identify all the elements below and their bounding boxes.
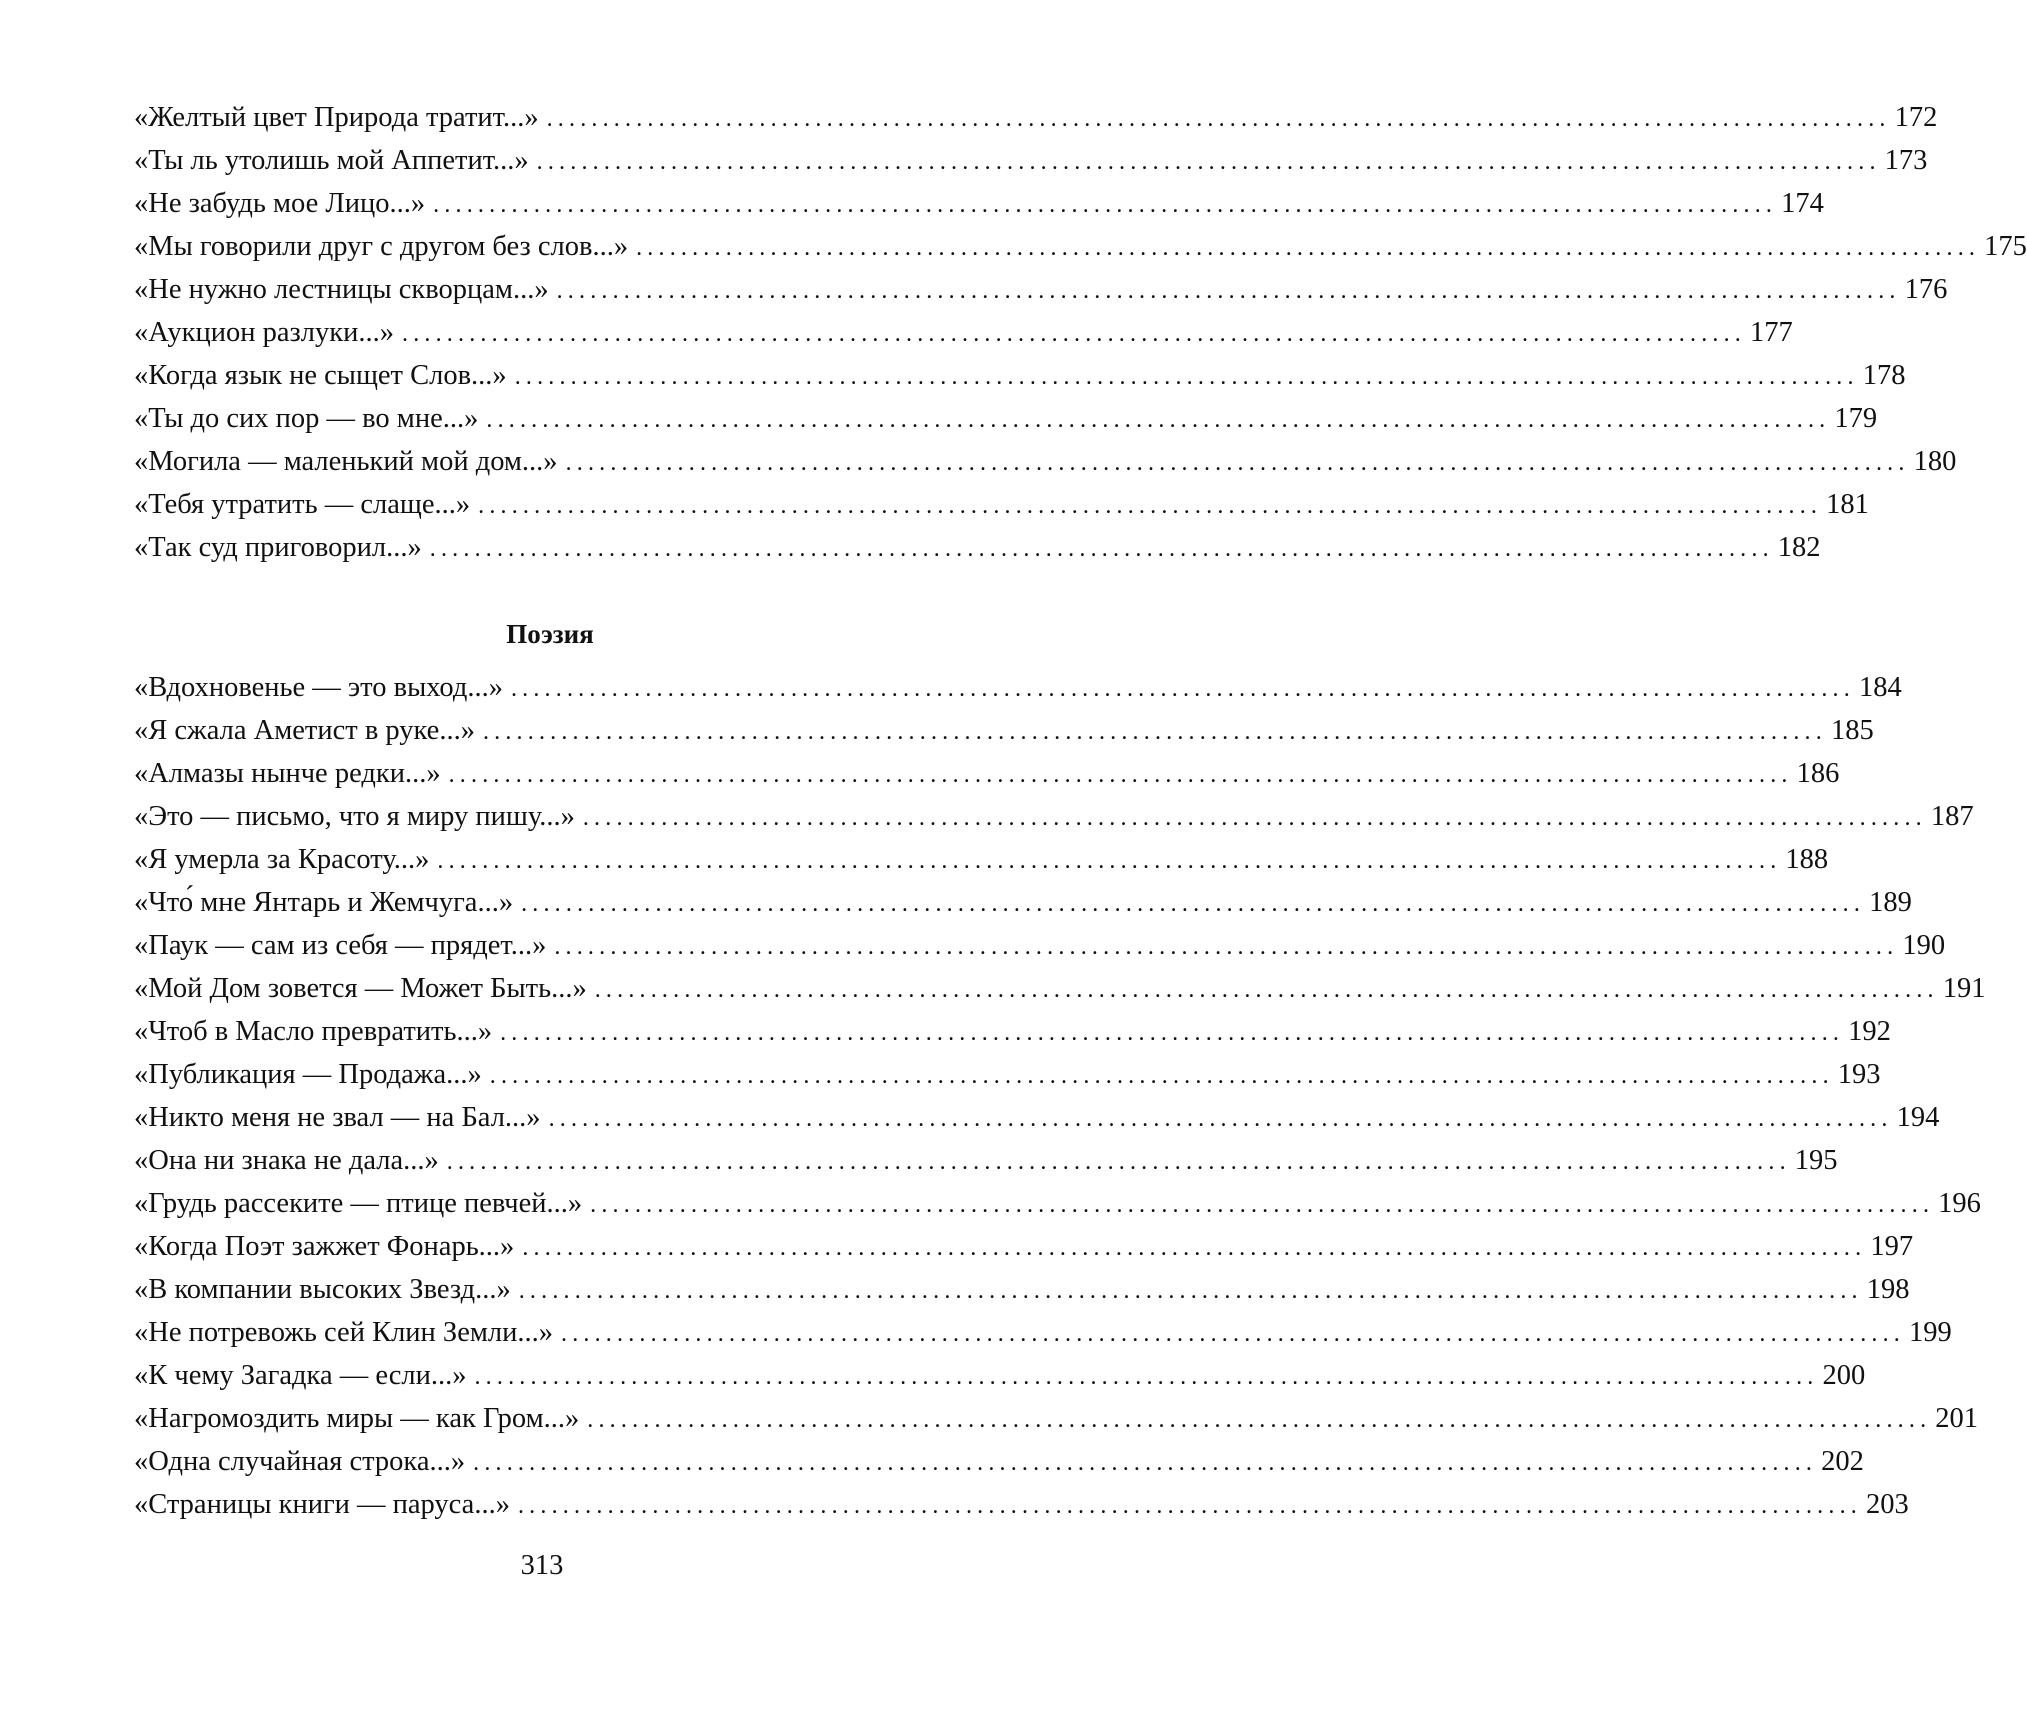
dot-leader: ........................................................................................................................ (554, 934, 1899, 960)
toc-entry (134, 1139, 1838, 1182)
toc-entry-title: «Аукцион разлуки...» (134, 317, 394, 348)
toc-entry-title: «Так суд приговорил...» (134, 532, 422, 563)
toc-entry-title: «Что́ мне Янтарь и Жемчуга...» (134, 887, 514, 918)
toc-entry (134, 483, 1869, 526)
toc-entry-page: 192 (1848, 1016, 1891, 1047)
dot-leader: ........................................................................................................................ (433, 192, 1778, 218)
toc-entry-page: 190 (1902, 930, 1946, 961)
toc-entry-title: «В компании высоких Звезд...» (134, 1274, 511, 1305)
toc-entry (134, 1182, 1981, 1225)
toc-entry-title: «Грудь рассеките — птице певчей...» (134, 1188, 583, 1219)
toc-entry-title: «Нагромоздить миры — как Гром...» (134, 1403, 580, 1434)
dot-leader: ........................................................................................................................ (473, 1450, 1818, 1476)
toc-entry (134, 1440, 1864, 1483)
dot-leader: ........................................................................................................................ (517, 1493, 1862, 1519)
toc-entry-page: 177 (1750, 317, 1793, 348)
dot-leader: ........................................................................................................................ (556, 278, 1901, 304)
toc-entry-title: «Алмазы нынче редки...» (134, 758, 441, 789)
toc-entry (134, 397, 1878, 440)
toc-entry (134, 139, 1928, 182)
dot-leader: ........................................................................................................................ (636, 235, 1981, 261)
dot-leader: ........................................................................................................................ (489, 1063, 1834, 1089)
toc-entry-title: «Ты до сих пор — во мне...» (134, 403, 479, 434)
toc-entry-page: 195 (1794, 1145, 1838, 1176)
toc-entry (134, 881, 1912, 924)
toc-entry-title: «Одна случайная строка...» (134, 1446, 466, 1477)
toc-entry (134, 924, 1946, 967)
toc-entry-page: 194 (1896, 1102, 1940, 1133)
toc-entry-page: 174 (1781, 188, 1824, 219)
dot-leader: ........................................................................................................................ (587, 1407, 1932, 1433)
section-heading: Поэзия (506, 619, 594, 649)
dot-leader: ........................................................................................................................ (437, 848, 1782, 874)
toc-entry-title: «Тебя утратить — слаще...» (134, 489, 471, 520)
toc-entry (134, 666, 1902, 709)
toc-entry-title: «Чтоб в Масло превратить...» (134, 1016, 493, 1047)
toc-entry-page: 203 (1865, 1489, 1909, 1520)
toc-entry (134, 709, 1874, 752)
toc-entry-title: «Паук — сам из себя — прядет...» (134, 930, 547, 961)
toc-entry (134, 1053, 1881, 1096)
toc-entry-page: 172 (1894, 102, 1938, 133)
toc-entry-page: 189 (1869, 887, 1912, 918)
dot-leader: ........................................................................................................................ (594, 977, 1939, 1003)
dot-leader: ........................................................................................................................ (548, 1106, 1893, 1132)
toc-entry-page: 188 (1785, 844, 1829, 875)
dot-leader: ........................................................................................................................ (510, 676, 1855, 702)
toc-entry (134, 1354, 1866, 1397)
dot-leader: ........................................................................................................................ (446, 1149, 1791, 1175)
toc-entry-title: «Она ни знака не дала...» (134, 1145, 439, 1176)
toc-entry-title: «Могила — маленький мой дом...» (134, 446, 558, 477)
dot-leader: ........................................................................................................................ (518, 1278, 1863, 1304)
toc-entry-page: 178 (1862, 360, 1906, 391)
toc-entry-page: 179 (1834, 403, 1878, 434)
toc-entry-title: «Когда язык не сыщет Слов...» (134, 360, 507, 391)
toc-entry-page: 191 (1942, 973, 1986, 1004)
toc-entry (134, 96, 1938, 139)
toc-entry-title: «Когда Поэт зажжет Фонарь...» (134, 1231, 515, 1262)
toc-entry-title: «Я умерла за Красоту...» (134, 844, 430, 875)
page-number: 313 (520, 1550, 564, 1581)
toc-entry-title: «Ты ль утолишь мой Аппетит...» (134, 145, 529, 176)
toc-entry-page: 197 (1870, 1231, 1914, 1262)
dot-leader: ........................................................................................................................ (474, 1364, 1819, 1390)
toc-entry-page: 187 (1930, 801, 1974, 832)
toc-entry-title: «Публикация — Продажа...» (134, 1059, 482, 1090)
dot-leader: ........................................................................................................................ (546, 106, 1891, 132)
dot-leader: ........................................................................................................................ (561, 1321, 1905, 1347)
toc-entry (134, 838, 1829, 881)
toc-entry-title: «Я сжала Аметист в руке...» (134, 715, 475, 746)
toc-entry-page: 182 (1777, 532, 1821, 563)
dot-leader: ........................................................................................................................ (514, 364, 1859, 390)
toc-entry-title: «К чему Загадка — если...» (134, 1360, 467, 1391)
toc-entry-title: «Никто меня не звал — на Бал...» (134, 1102, 541, 1133)
toc-list-part1 (134, 96, 2027, 569)
dot-leader: ........................................................................................................................ (402, 321, 1746, 347)
toc-entry (134, 182, 1824, 225)
toc-entry (134, 1096, 1940, 1139)
toc-entry (134, 225, 2027, 268)
toc-entry (134, 1311, 1952, 1354)
toc-entry-page: 202 (1821, 1446, 1864, 1477)
toc-entry (134, 1483, 1909, 1526)
toc-entry-page: 176 (1904, 274, 1948, 305)
toc-entry (134, 268, 1948, 311)
toc-list-part2 (134, 666, 1986, 1526)
toc-entry-page: 200 (1822, 1360, 1866, 1391)
dot-leader: ........................................................................................................................ (500, 1020, 1845, 1046)
toc-entry-page: 199 (1909, 1317, 1952, 1348)
toc-entry-title: «Желтый цвет Природа тратит...» (134, 102, 539, 133)
dot-leader: ........................................................................................................................ (521, 891, 1866, 917)
toc-entry-page: 180 (1913, 446, 1957, 477)
dot-leader: ........................................................................................................................ (486, 407, 1831, 433)
toc-entry-page: 175 (1984, 231, 2027, 262)
toc-entry-page: 201 (1935, 1403, 1979, 1434)
toc-entry-title: «Не нужно лестницы скворцам...» (134, 274, 549, 305)
toc-entry-title: «Страницы книги — паруса...» (134, 1489, 510, 1520)
dot-leader: ........................................................................................................................ (590, 1192, 1935, 1218)
toc-entry (134, 526, 1821, 569)
toc-entry-title: «Вдохновенье — это выход...» (134, 672, 503, 703)
toc-entry-page: 181 (1826, 489, 1869, 520)
toc-entry (134, 752, 1840, 795)
toc-entry-page: 184 (1858, 672, 1902, 703)
toc-entry (134, 440, 1957, 483)
dot-leader: ........................................................................................................................ (478, 493, 1823, 519)
dot-leader: ........................................................................................................................ (536, 149, 1881, 175)
toc-entry-page: 185 (1830, 715, 1874, 746)
dot-leader: ........................................................................................................................ (482, 719, 1827, 745)
dot-leader: ........................................................................................................................ (582, 805, 1927, 831)
toc-entry (134, 354, 1906, 397)
toc-entry-title: «Не потревожь сей Клин Земли...» (134, 1317, 553, 1348)
toc-entry-page: 173 (1884, 145, 1928, 176)
toc-entry (134, 1225, 1914, 1268)
dot-leader: ........................................................................................................................ (448, 762, 1793, 788)
toc-entry (134, 967, 1986, 1010)
toc-entry-page: 196 (1938, 1188, 1981, 1219)
toc-entry (134, 1010, 1891, 1053)
toc-entry (134, 311, 1793, 354)
toc-entry-page: 193 (1837, 1059, 1881, 1090)
dot-leader: ........................................................................................................................ (429, 536, 1774, 562)
toc-entry-title: «Это — письмо, что я миру пишу...» (134, 801, 575, 832)
toc-entry (134, 1268, 1910, 1311)
toc-entry (134, 1397, 1979, 1440)
dot-leader: ........................................................................................................................ (565, 450, 1910, 476)
toc-entry-title: «Не забудь мое Лицо...» (134, 188, 426, 219)
toc-entry-page: 198 (1866, 1274, 1910, 1305)
toc-entry (134, 795, 1974, 838)
toc-entry-title: «Мой Дом зовется — Может Быть...» (134, 973, 587, 1004)
toc-entry-title: «Мы говорили друг с другом без слов...» (134, 231, 629, 262)
dot-leader: ........................................................................................................................ (522, 1235, 1867, 1261)
toc-entry-page: 186 (1796, 758, 1840, 789)
